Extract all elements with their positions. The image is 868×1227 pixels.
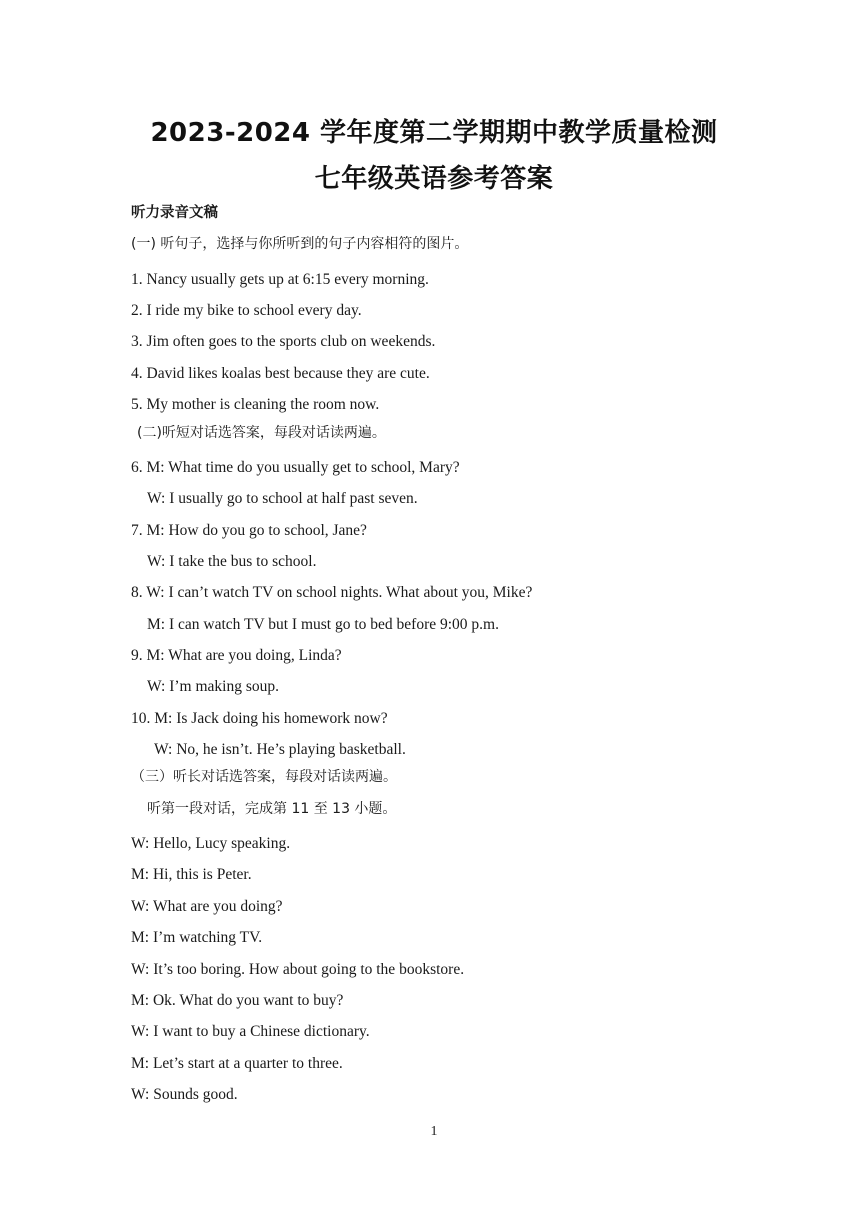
part3-instruction: （三）听长对话选答案，每段对话读两遍。: [131, 769, 397, 785]
listening-sentence: 3. Jim often goes to the sports club on weekends.: [131, 333, 436, 350]
dialogue-answer: W: I’m making soup.: [147, 678, 280, 695]
conversation-line: W: It’s too boring. How about going to the bookstore.: [131, 961, 465, 978]
part2-instruction: (二)听短对话选答案，每段对话读两遍。: [137, 425, 386, 441]
conversation-line: W: Sounds good.: [131, 1086, 238, 1103]
dialogue-question: 7. M: How do you go to school, Jane?: [131, 522, 367, 539]
listening-sentence: 4. David likes koalas best because they are cute.: [131, 365, 430, 382]
dialogue-answer: W: I usually go to school at half past seven.: [147, 490, 418, 507]
conversation-line: W: What are you doing?: [131, 898, 283, 915]
dialogue-answer: W: I take the bus to school.: [147, 553, 317, 570]
section-heading: 听力录音文稿: [131, 205, 218, 221]
conversation-line: M: Let’s start at a quarter to three.: [131, 1055, 343, 1072]
page-number: 1: [430, 1124, 438, 1139]
listening-sentence: 2. I ride my bike to school every day.: [131, 302, 362, 319]
dialogue-answer: W: No, he isn’t. He’s playing basketball.: [154, 741, 406, 758]
conversation-line: M: Ok. What do you want to buy?: [131, 992, 344, 1009]
dialogue-answer: M: I can watch TV but I must go to bed before 9:00 p.m.: [147, 616, 499, 633]
dialogue-question: 10. M: Is Jack doing his homework now?: [131, 710, 388, 727]
part1-instruction: (一) 听句子，选择与你所听到的句子内容相符的图片。: [131, 236, 469, 252]
conversation-line: W: I want to buy a Chinese dictionary.: [131, 1023, 370, 1040]
dialogue-question: 6. M: What time do you usually get to school, Mary?: [131, 459, 460, 476]
document-subtitle: 七年级英语参考答案: [314, 164, 554, 194]
listening-sentence: 5. My mother is cleaning the room now.: [131, 396, 380, 413]
document-title: 2023-2024 学年度第二学期期中教学质量检测: [150, 118, 718, 148]
conversation-line: M: I’m watching TV.: [131, 929, 263, 946]
dialogue-question: 8. W: I can’t watch TV on school nights. What about you, Mike?: [131, 584, 533, 601]
conversation-line: W: Hello, Lucy speaking.: [131, 835, 291, 852]
conversation-line: M: Hi, this is Peter.: [131, 866, 252, 883]
listening-sentence: 1. Nancy usually gets up at 6:15 every morning.: [131, 271, 429, 288]
dialogue-question: 9. M: What are you doing, Linda?: [131, 647, 342, 664]
part3-sub-instruction: 听第一段对话，完成第 11 至 13 小题。: [147, 801, 397, 817]
